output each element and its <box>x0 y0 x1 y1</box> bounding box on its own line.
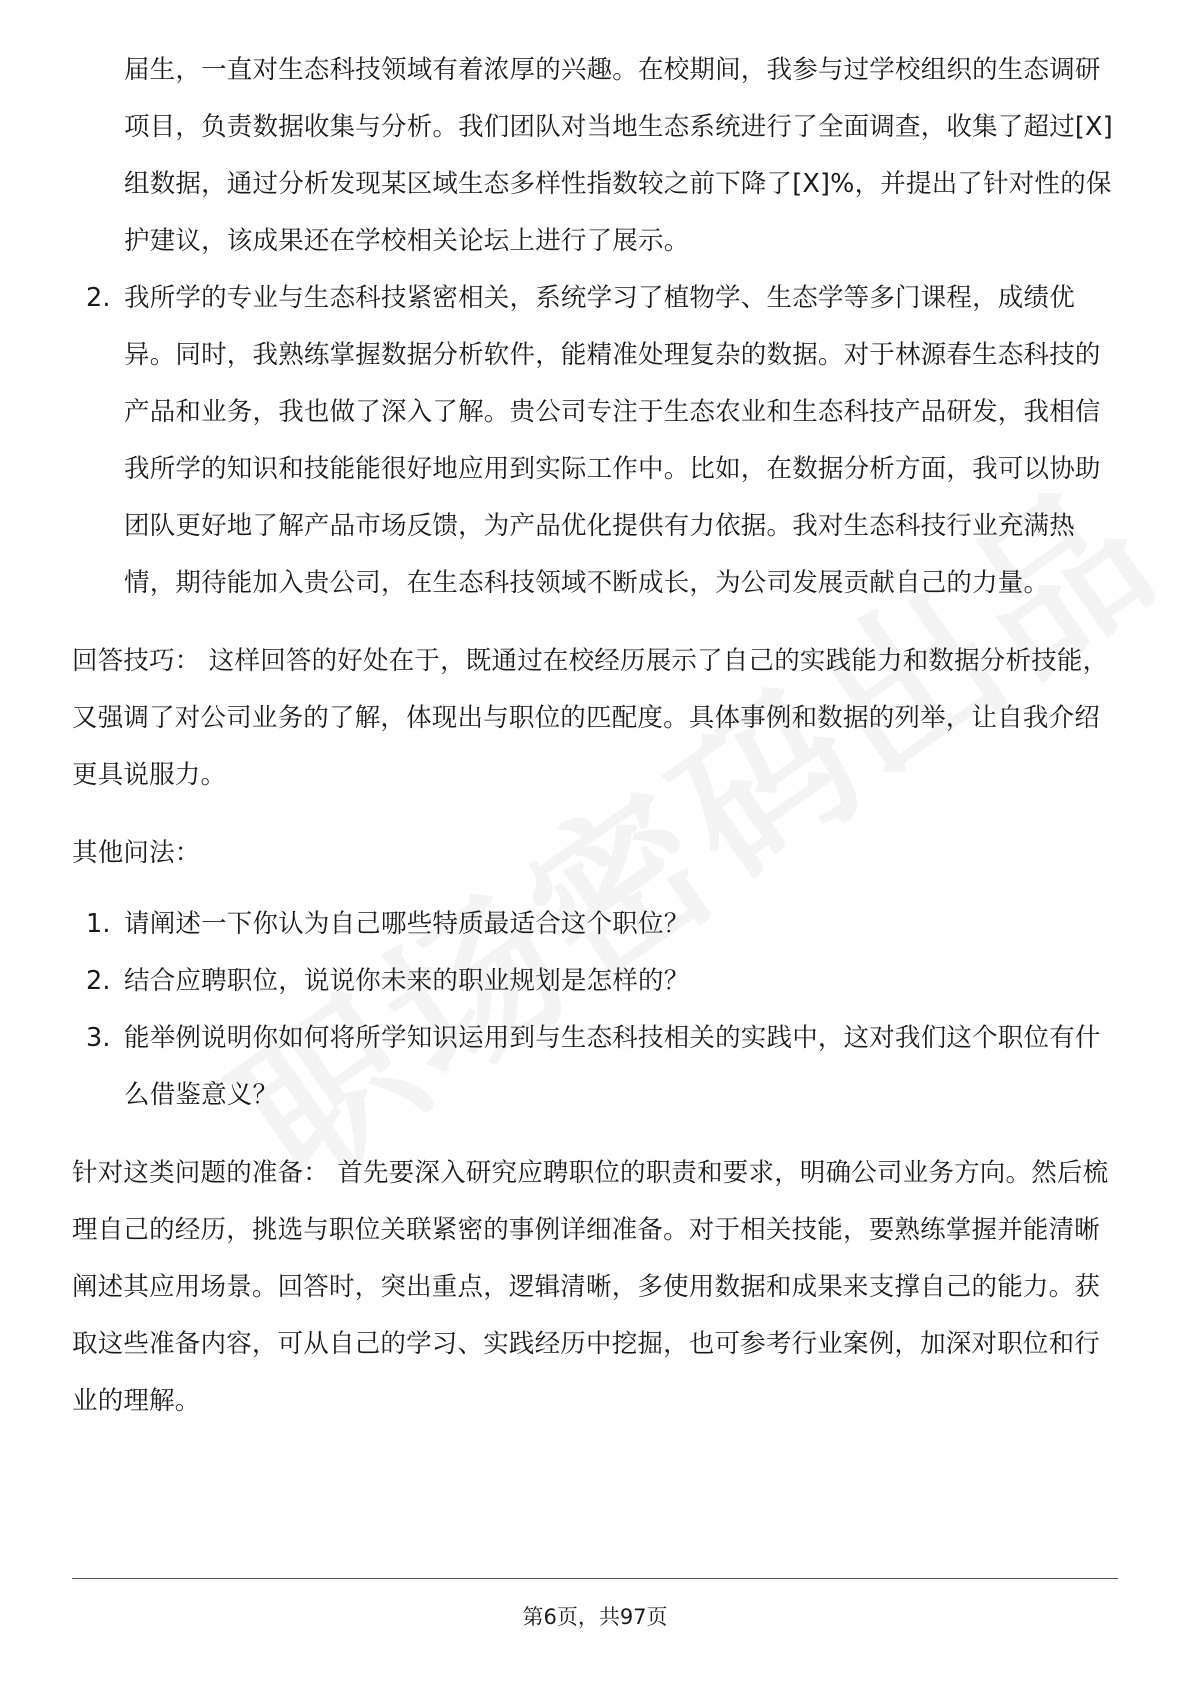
list-item-text: 届生，一直对生态科技领域有着浓厚的兴趣。在校期间，我参与过学校组织的生态调研项目，负责数据收集与分析。我们团队对当地生态系统进行了全面调查，收集了超过[X]组数据，通过分析发现某区域生态多样性指数较之前下降了[X]%，并提出了针对性的保护建议，该成果还在学校相关论坛上进行了展示。 <box>124 55 1113 256</box>
answer-tips-paragraph: 回答技巧： 这样回答的好处在于，既通过在校经历展示了自己的实践能力和数据分析技能，又强调了对公司业务的了解，体现出与职位的匹配度。具体事例和数据的列举，让自我介绍更具说服力。 <box>72 646 1109 790</box>
list-number: 1. <box>86 909 111 939</box>
preparation-paragraph: 针对这类问题的准备： 首先要深入研究应聘职位的职责和要求，明确公司业务方向。然后梳理自己的经历，挑选与职位关联紧密的事例详细准备。对于相关技能，要熟练掌握并能清晰阐述其应用场景。回答时，突出重点，逻辑清晰，多使用数据和成果来支撑自己的能力。获取这些准备内容，可从自己的学习、实践经历中挖掘，也可参考行业案例，加深对职位和行业的理解。 <box>72 1158 1109 1416</box>
list-item-text: 请阐述一下你认为自己哪些特质最适合这个职位？ <box>124 909 690 939</box>
answer-list <box>72 42 1118 612</box>
list-item-text: 能举例说明你如何将所学知识运用到与生态科技相关的实践中，这对我们这个职位有什么借鉴意义？ <box>124 1023 1101 1110</box>
list-number: 2. <box>86 966 111 996</box>
list-item <box>72 896 1118 953</box>
footer-divider <box>72 1578 1118 1579</box>
list-item <box>72 953 1118 1010</box>
other-questions-list <box>72 896 1118 1124</box>
list-number: 2. <box>86 283 111 313</box>
list-item <box>72 1010 1118 1124</box>
page-number: 第6页，共97页 <box>522 1605 668 1629</box>
page-content <box>72 42 1118 1430</box>
list-item-text: 我所学的专业与生态科技紧密相关，系统学习了植物学、生态学等多门课程，成绩优异。同时，我熟练掌握数据分析软件，能精准处理复杂的数据。对于林源春生态科技的产品和业务，我也做了深入了解。贵公司专注于生态农业和生态科技产品研发，我相信我所学的知识和技能能很好地应用到实际工作中。比如，在数据分析方面，我可以协助团队更好地了解产品市场反馈，为产品优化提供有力依据。我对生态科技行业充满热情，期待能加入贵公司，在生态科技领域不断成长，为公司发展贡献自己的力量。 <box>124 283 1101 598</box>
other-questions-heading: 其他问法： <box>72 838 201 868</box>
list-item-2 <box>72 270 1118 612</box>
list-number: 3. <box>86 1023 111 1053</box>
list-item-1-continued <box>72 42 1118 270</box>
list-item-text: 结合应聘职位，说说你未来的职业规划是怎样的？ <box>124 966 690 996</box>
